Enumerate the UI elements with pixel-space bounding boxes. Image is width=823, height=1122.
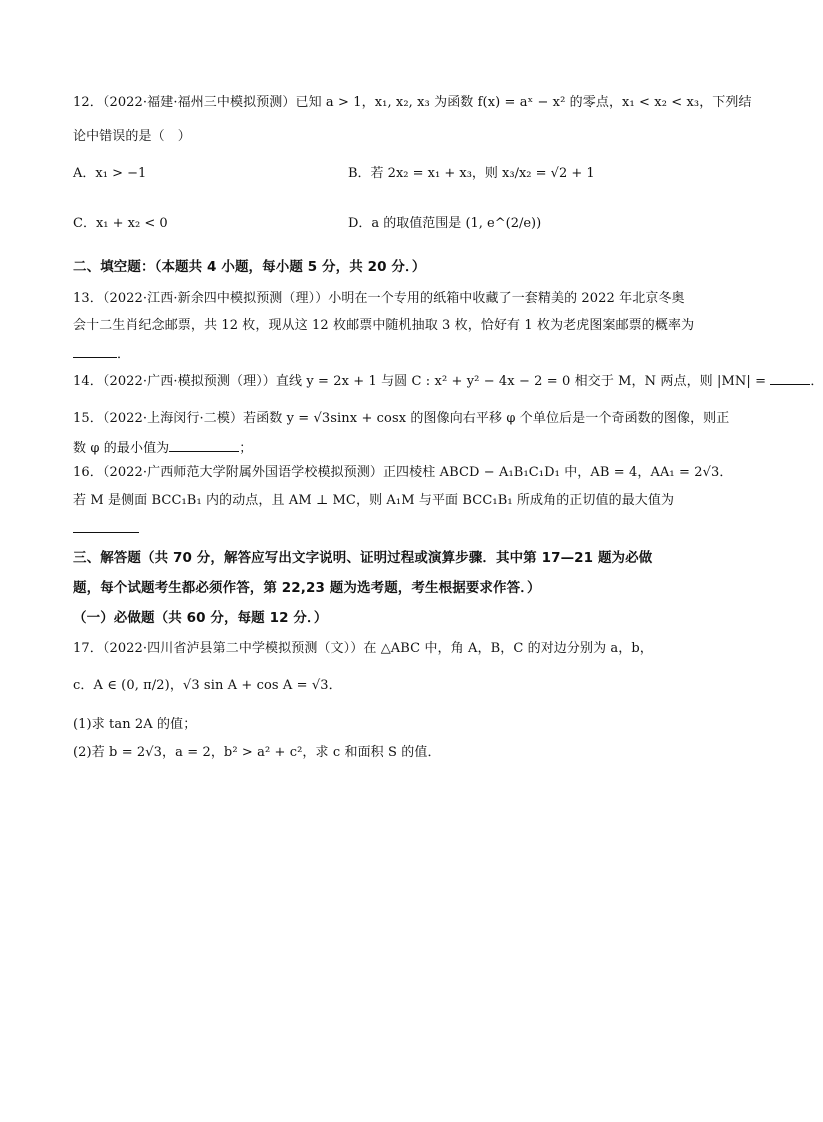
q12-option-a: A．x₁ > −1 (73, 166, 147, 181)
q14-period: ． (810, 374, 823, 389)
q16-stem-line1: 16．（2022·广西师范大学附属外国语学校模拟预测）正四棱柱 ABCD − A₁B₁C₁D₁ 中，AB = 4，AA₁ = 2√3． (73, 465, 733, 480)
q12-option-c: C．x₁ + x₂ < 0 (73, 216, 168, 231)
q17-part1: (1)求 tan 2A 的值； (73, 717, 197, 732)
q15-stem-line1: 15．（2022·上海闵行·二模）若函数 y = √3sinx + cosx 的图像向右平移 φ 个单位后是一个奇函数的图像，则正 (73, 411, 730, 426)
q16-stem-line2: 若 M 是侧面 BCC₁B₁ 内的动点，且 AM ⊥ MC，则 A₁M 与平面 BCC₁B₁ 所成角的正切值的最大值为 (73, 493, 675, 508)
q13-stem-line1: 13．（2022·江西·新余四中模拟预测（理））小明在一个专用的纸箱中收藏了一套精美的 2022 年北京冬奥 (73, 291, 685, 306)
q16-answer-blank[interactable] (73, 518, 139, 533)
q15-stem-line2: 数 φ 的最小值为 (73, 441, 170, 456)
q13-answer-line (73, 343, 733, 364)
q12-stem-line1: 12．（2022·福建·福州三中模拟预测）已知 a > 1，x₁, x₂, x₃ 为函数 f(x) = aˣ − x² 的零点，x₁ < x₂ < x₃，下列结 (73, 95, 752, 110)
section-required-subheading: （一）必做题（共 60 分，每题 12 分．） (73, 610, 328, 626)
q12-option-d: D．a 的取值范围是 (1, e^(2/e)) (348, 216, 542, 231)
q12-stem-line2: 论中错误的是（ ） (73, 129, 191, 144)
q17-stem-line2: c．A ∈ (0, π/2)，√3 sin A + cos A = √3． (73, 678, 342, 693)
q13-answer-blank[interactable] (73, 343, 117, 358)
q17-part2: (2)若 b = 2√3，a = 2，b² > a² + c²，求 c 和面积 S 的值． (73, 745, 441, 760)
q12-option-b: B．若 2x₂ = x₁ + x₃，则 x₃/x₂ = √2 + 1 (348, 166, 595, 181)
q15-semicolon: ； (239, 441, 253, 456)
q13-stem-line2: 会十二生肖纪念邮票，共 12 枚，现从这 12 枚邮票中随机抽取 3 枚，恰好有 1 枚为老虎图案邮票的概率为 (73, 318, 695, 333)
q13-period: ． (117, 347, 131, 362)
q15-answer-blank[interactable] (169, 437, 239, 452)
section-answer-heading-line1: 三、解答题（共 70 分，解答应写出文字说明、证明过程或演算步骤．其中第 17—21 题为必做 (73, 550, 653, 566)
q16-answer-line (73, 518, 733, 539)
q14-line (73, 370, 823, 391)
q14-stem: 14．（2022·广西·模拟预测（理））直线 y = 2x + 1 与圆 C : x² + y² − 4x − 2 = 0 相交于 M，N 两点，则 |MN| = (73, 374, 771, 389)
section-fill-in-heading: 二、填空题：（本题共 4 小题，每小题 5 分，共 20 分．） (73, 259, 426, 275)
q15-line2 (73, 437, 733, 458)
section-answer-heading-line2: 题，每个试题考生都必须作答，第 22,23 题为选考题，考生根据要求作答．） (73, 580, 541, 596)
q14-answer-blank[interactable] (770, 370, 810, 385)
q17-stem-line1: 17．（2022·四川省泸县第二中学模拟预测（文））在 △ABC 中，角 A，B，C 的对边分别为 a，b， (73, 641, 653, 656)
